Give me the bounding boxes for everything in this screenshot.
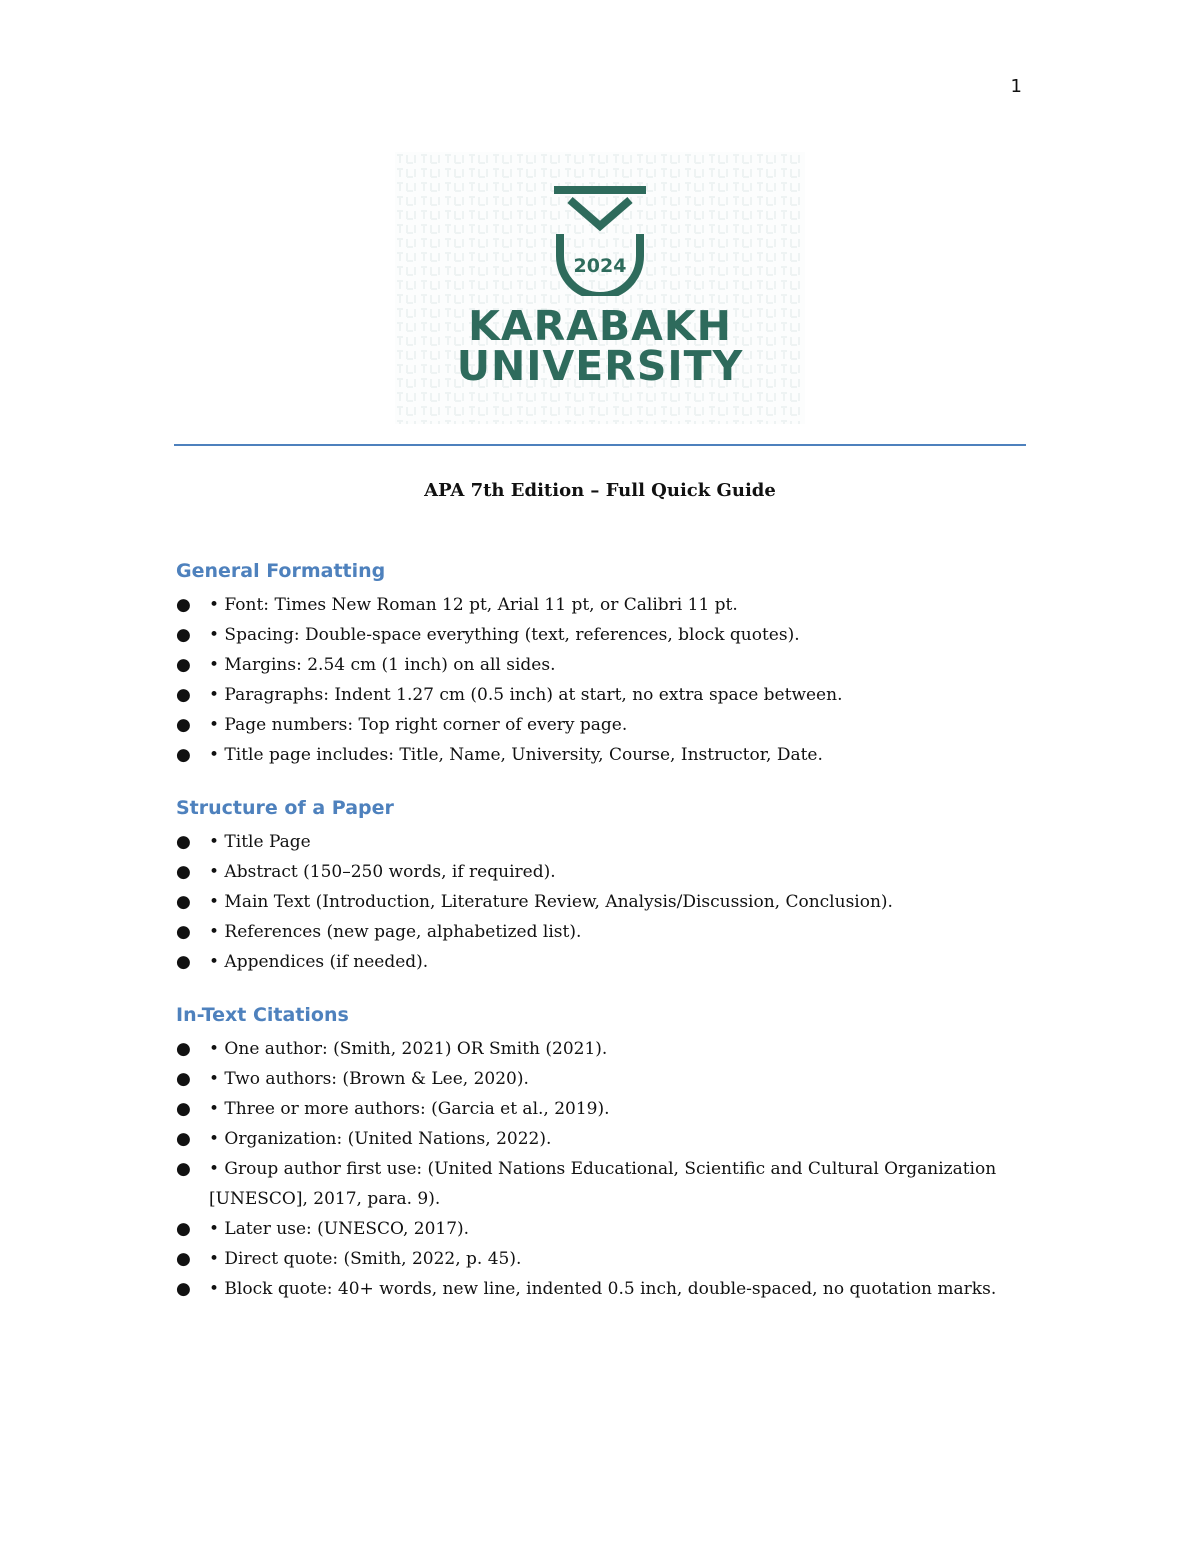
bullet-icon: ● <box>176 595 191 615</box>
university-logo <box>395 152 805 424</box>
list-item: ● • Appendices (if needed). <box>176 947 1006 977</box>
bullet-icon: ● <box>176 1219 191 1239</box>
list-item: ● • Later use: (UNESCO, 2017). <box>176 1214 1006 1244</box>
list-item: ● • Three or more authors: (Garcia et al., 2019). <box>176 1094 1006 1124</box>
list-item: ● • Direct quote: (Smith, 2022, p. 45). <box>176 1244 1006 1274</box>
bullet-icon: ● <box>176 1159 191 1179</box>
bullet-icon: ● <box>176 1129 191 1149</box>
page-number: 1 <box>1010 76 1022 97</box>
section-heading: General Formatting <box>176 560 386 582</box>
logo-text-line2: UNIVERSITY <box>456 342 744 390</box>
bullet-icon: ● <box>176 1069 191 1089</box>
list-item: ● • References (new page, alphabetized list). <box>176 917 1006 947</box>
list-item: ● • Abstract (150–250 words, if required). <box>176 857 1006 887</box>
logo-year: 2024 <box>573 255 627 277</box>
university-emblem-icon <box>554 184 646 296</box>
list-item: ● • Title page includes: Title, Name, University, Course, Instructor, Date. <box>176 740 1006 770</box>
bullet-icon: ● <box>176 625 191 645</box>
list-item: ● • Two authors: (Brown & Lee, 2020). <box>176 1064 1006 1094</box>
bullet-list <box>176 827 1006 977</box>
list-item: ● • Spacing: Double-space everything (text, references, block quotes). <box>176 620 1006 650</box>
bullet-icon: ● <box>176 685 191 705</box>
list-item: ● • Block quote: 40+ words, new line, indented 0.5 inch, double-spaced, no quotation marks. <box>176 1274 1006 1304</box>
bullet-icon: ● <box>176 892 191 912</box>
bullet-icon: ● <box>176 1039 191 1059</box>
bullet-icon: ● <box>176 952 191 972</box>
section-structure-of-paper <box>176 795 1006 977</box>
bullet-icon: ● <box>176 745 191 765</box>
bullet-icon: ● <box>176 922 191 942</box>
list-item: ● • Title Page <box>176 827 1006 857</box>
section-heading: In-Text Citations <box>176 1004 349 1026</box>
bullet-list <box>176 1034 1006 1304</box>
bullet-icon: ● <box>176 862 191 882</box>
list-item: ● • Margins: 2.54 cm (1 inch) on all sides. <box>176 650 1006 680</box>
bullet-list <box>176 590 1006 770</box>
list-item: ● • Group author first use: (United Nations Educational, Scientific and Cultural Organization [UNESCO], 2017, para. 9). <box>176 1154 1006 1214</box>
bullet-icon: ● <box>176 1099 191 1119</box>
header-divider <box>174 444 1026 446</box>
bullet-icon: ● <box>176 832 191 852</box>
section-general-formatting <box>176 558 1006 770</box>
bullet-icon: ● <box>176 655 191 675</box>
list-item: ● • Font: Times New Roman 12 pt, Arial 11 pt, or Calibri 11 pt. <box>176 590 1006 620</box>
list-item: ● • Organization: (United Nations, 2022). <box>176 1124 1006 1154</box>
list-item: ● • One author: (Smith, 2021) OR Smith (2021). <box>176 1034 1006 1064</box>
section-in-text-citations <box>176 1002 1006 1304</box>
bullet-icon: ● <box>176 1279 191 1299</box>
document-title: APA 7th Edition – Full Quick Guide <box>424 480 776 501</box>
list-item: ● • Paragraphs: Indent 1.27 cm (0.5 inch) at start, no extra space between. <box>176 680 1006 710</box>
list-item: ● • Page numbers: Top right corner of every page. <box>176 710 1006 740</box>
bullet-icon: ● <box>176 1249 191 1269</box>
list-item: ● • Main Text (Introduction, Literature Review, Analysis/Discussion, Conclusion). <box>176 887 1006 917</box>
logo-text-line1: KARABAKH <box>468 302 732 350</box>
section-heading: Structure of a Paper <box>176 797 394 819</box>
bullet-icon: ● <box>176 715 191 735</box>
